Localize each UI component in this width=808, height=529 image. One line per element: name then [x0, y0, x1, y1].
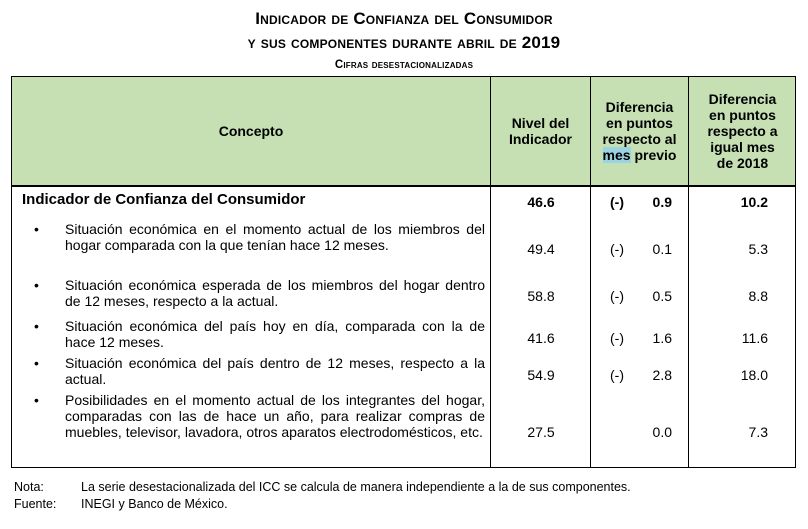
- note-text: La serie desestacionalizada del ICC se calcula de manera independiente a la de sus componentes.: [81, 480, 631, 494]
- row-prev-value: 0.1: [652, 241, 672, 257]
- row-concepto: Situación económica en el momento actual de los miembros del hogar comparada con la que tenían hace 12 meses.: [65, 221, 485, 253]
- main-row-nivel: 46.6: [527, 194, 555, 210]
- row-nivel: 49.4: [527, 241, 555, 257]
- header-diff-prev: [591, 77, 688, 185]
- row-nivel: 58.8: [527, 288, 555, 304]
- header-year-line: en puntos: [709, 107, 776, 123]
- header-year-line: Diferencia: [708, 91, 777, 107]
- row-prev-value: 2.8: [652, 367, 672, 383]
- row-prev-value: 0.5: [652, 288, 672, 304]
- main-row-concepto: Indicador de Confianza del Consumidor: [22, 191, 306, 208]
- row-prev-value: 0.0: [652, 424, 672, 440]
- row-bullet: •: [34, 221, 39, 237]
- source-text: INEGI y Banco de México.: [81, 497, 228, 511]
- row-prev-sign: (-): [610, 330, 624, 346]
- row-igual: 5.3: [748, 241, 768, 257]
- header-prev-word: previo: [630, 147, 677, 163]
- row-concepto: Situación económica del país dentro de 12 meses, respecto a la actual.: [65, 355, 485, 387]
- header-prev-line: Diferencia: [605, 99, 674, 115]
- row-concepto: Situación económica del país hoy en día, comparada con la de hace 12 meses.: [65, 318, 485, 350]
- header-nivel: [491, 77, 590, 185]
- header-prev-line: respecto al: [602, 131, 677, 147]
- note-label: Nota:: [14, 480, 44, 494]
- title-line-1: Indicador de Confianza del Consumidor: [255, 9, 553, 28]
- main-row-prev-sign: (-): [610, 194, 624, 210]
- header-nivel-line: Indicador: [508, 131, 572, 147]
- header-prev-line: en puntos: [606, 115, 673, 131]
- header-concepto-label: Concepto: [218, 123, 284, 139]
- row-igual: 18.0: [740, 367, 768, 383]
- row-bullet: •: [34, 392, 39, 408]
- title-line-2: y sus componentes durante abril de 2019: [247, 33, 561, 52]
- row-prev-sign: (-): [610, 288, 624, 304]
- row-concepto: Posibilidades en el momento actual de los integrantes del hogar, comparadas con las de hace un año, para realizar compras de muebles, televisor, lavadora, otros aparatos electrodomésticos, etc.: [65, 392, 485, 440]
- header-year-line: igual mes: [710, 139, 775, 155]
- main-row-prev-value: 0.9: [652, 194, 672, 210]
- header-diff-year: [689, 77, 796, 185]
- row-igual: 11.6: [741, 330, 768, 346]
- row-prev-sign: (-): [610, 241, 624, 257]
- header-year-line: de 2018: [716, 155, 769, 171]
- header-prev-line: [603, 147, 677, 163]
- row-igual: 8.8: [748, 288, 768, 304]
- row-nivel: 27.5: [527, 424, 555, 440]
- title-line-3: Cifras desestacionalizadas: [334, 59, 474, 71]
- row-nivel: 41.6: [527, 330, 555, 346]
- row-bullet: •: [34, 355, 39, 371]
- header-nivel-line: Nivel del: [511, 115, 570, 131]
- header-year-line: respecto a: [707, 123, 778, 139]
- row-bullet: •: [34, 318, 39, 334]
- row-prev-value: 1.6: [652, 330, 672, 346]
- row-prev-sign: (-): [610, 367, 624, 383]
- row-nivel: 54.9: [527, 367, 555, 383]
- indicator-table: [11, 76, 796, 468]
- header-concepto: [12, 77, 490, 185]
- main-row-igual: 10.2: [740, 194, 768, 210]
- row-igual: 7.3: [748, 424, 768, 440]
- row-bullet: •: [34, 277, 39, 293]
- source-label: Fuente:: [14, 497, 57, 511]
- highlighted-word: mes: [602, 147, 631, 163]
- row-concepto: Situación económica esperada de los miembros del hogar dentro de 12 meses, respecto a la actual.: [65, 277, 485, 309]
